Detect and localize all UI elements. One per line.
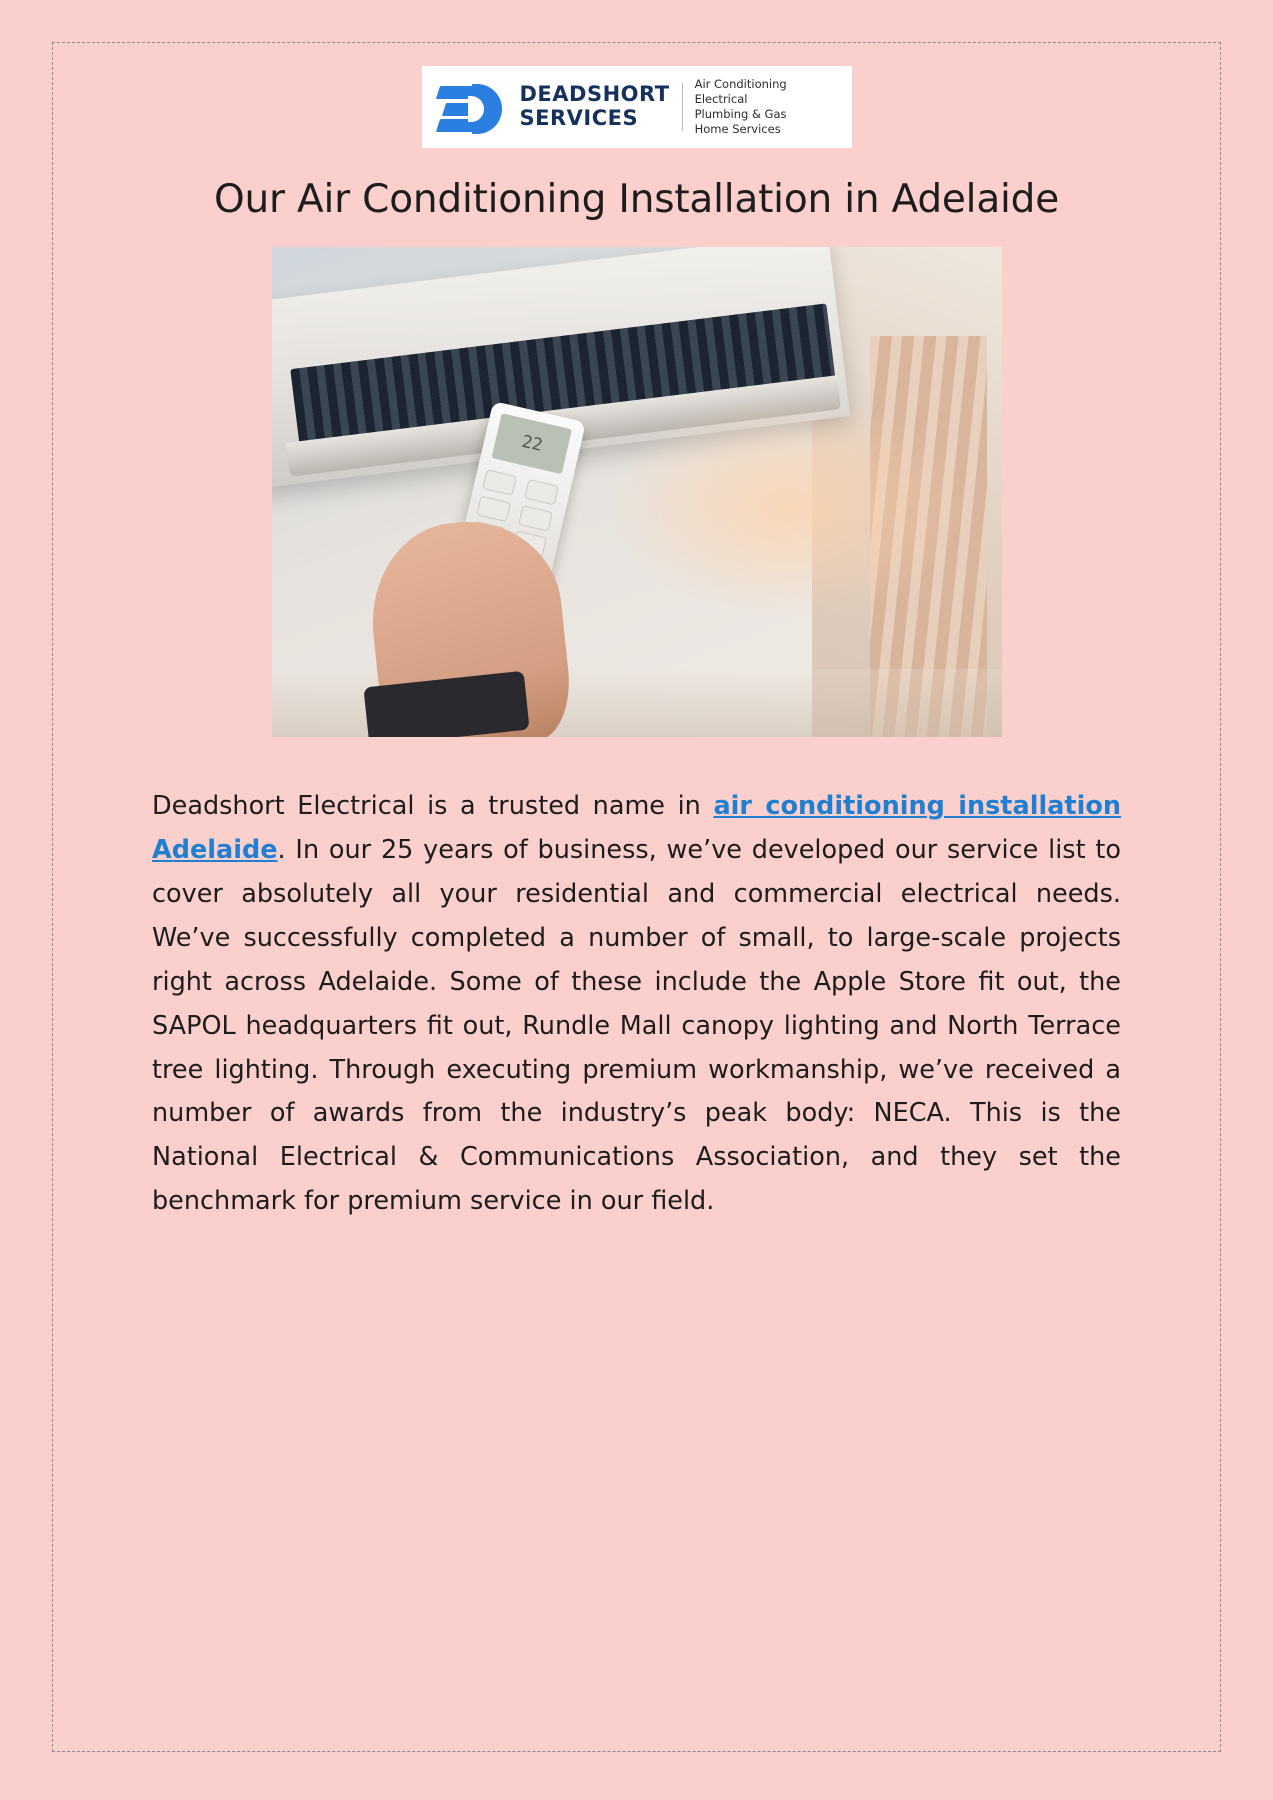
logo-service-item: Home Services [694,122,781,137]
body-paragraph [152,785,1121,1224]
hero-image [272,247,1002,737]
remote-display: 22 [492,414,572,474]
hero-light-glow [607,394,972,619]
page-title: Our Air Conditioning Installation in Adelaide [213,177,1060,222]
paragraph-text-after-link: . In our 25 years of business, we’ve developed our service list to cover absolutely all your residential and commercial electrical needs. We’ve successfully completed a number of small, to large-scale projects right across Adelaide. Some of these include the Apple Store fit out, the SAPOL headquarters fit out, Rundle Mall canopy lighting and North Terrace tree lighting. Through executing premium workmanship, we’ve received a number of awards from the industry’s peak body: NECA. This is the National Electrical & Communications Association, and they set the benchmark for premium service in our field. [152,835,1121,1217]
logo-brand-line1: DEADSHORT [519,82,670,107]
logo-brand-line2: SERVICES [519,106,639,130]
logo-service-item: Electrical [694,91,748,106]
logo-wordmark [520,83,683,130]
air-conditioning-installation-link[interactable]: air conditioning installation Adelaide [152,791,1121,866]
paragraph-text-before-link: Deadshort Electrical is a trusted name in [152,791,714,822]
page-content [52,42,1221,1752]
company-logo [422,66,852,148]
logo-service-item: Air Conditioning [694,76,787,91]
logo-service-item: Plumbing & Gas [694,107,787,121]
deadshort-logo-icon [436,79,510,135]
logo-services-list [683,77,787,138]
